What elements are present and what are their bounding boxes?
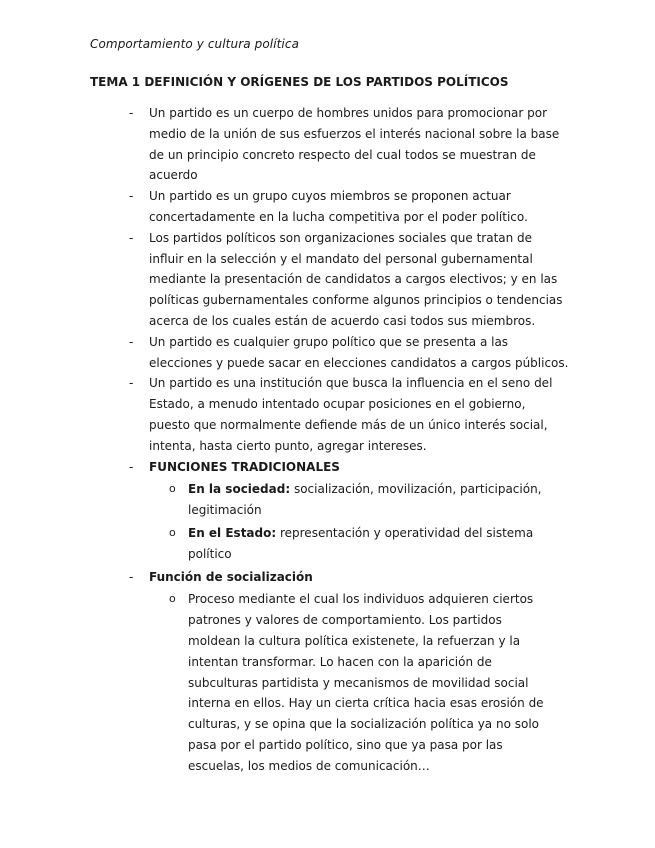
dash-bullet: - [129, 106, 134, 120]
item-text: representación y operatividad del sistema político [188, 525, 534, 561]
list-item [149, 479, 548, 521]
definitions-list [0, 103, 655, 777]
dash-bullet: - [129, 230, 134, 245]
dash-bullet: - [129, 189, 134, 204]
item-text: Proceso mediante el cual los individuos adquieren ciertos patrones y valores de comportamiento. Los partidos moldean la cultura política existenete, la refuerzan y la intentan transformar. Lo hacen con la aparición de subculturas partidista y mecanismos de movilidad social interna en ellos. Hay un cierta crítica hacia esas erosión de culturas, y se opina que la socialización política ya no solo pasa por el partido político, sino que ya pasa por las escuelas, los medios de comunicación… [188, 592, 544, 773]
definition-text: Los partidos políticos son organizaciones sociales que tratan de influir en la selección y el mandato del personal gubernamental mediante la presentación de candidatos a cargos electivos; y en las políticas gubernamentales conforme algunos principios o tendencias acerca de los cuales están de acuerdo casi todos sus miembros. [149, 230, 563, 328]
item-label: En la sociedad: [188, 482, 291, 497]
circle-bullet: o [169, 525, 176, 539]
item-label: En el Estado: [188, 525, 277, 540]
section-title: TEMA 1 DEFINICIÓN Y ORÍGENES DE LOS PARTIDOS POLÍTICOS [90, 75, 509, 89]
list-item [0, 103, 569, 186]
definition-text: Un partido es un cuerpo de hombres unidos para promocionar por medio de la unión de sus esfuerzos el interés nacional sobre la base de un principio concreto respecto del cual todos se muestran de acuerdo [149, 106, 560, 183]
dash-bullet: - [129, 376, 134, 391]
dash-bullet: - [129, 459, 134, 474]
funciones-list [149, 479, 569, 564]
document-body [0, 103, 655, 779]
item-text: socialización, movilización, participación, legitimación [188, 482, 542, 518]
list-item [0, 186, 569, 228]
socializacion-heading: Función de socialización [149, 569, 313, 584]
funciones-heading: FUNCIONES TRADICIONALES [149, 459, 340, 474]
circle-bullet: o [169, 482, 176, 496]
definition-text: Un partido es un grupo cuyos miembros se proponen actuar concertadamente en la lucha competitiva por el poder político. [149, 189, 528, 224]
definition-text: Un partido es cualquier grupo político que se presenta a las elecciones y puede sacar en elecciones candidatos a cargos públicos. [149, 334, 569, 370]
circle-bullet: o [169, 592, 176, 606]
list-item [0, 567, 569, 777]
list-item [0, 228, 569, 332]
running-header: Comportamiento y cultura política [90, 37, 300, 51]
socializacion-list [149, 589, 569, 776]
list-item [0, 373, 569, 456]
list-item [149, 589, 548, 776]
dash-bullet: - [129, 334, 134, 349]
list-item [0, 332, 569, 374]
definition-text: Un partido es una institución que busca la influencia en el seno del Estado, a menudo intentado ocupar posiciones en el gobierno, puesto que normalmente defiende más de un único interés social, intenta, hasta cierto punto, agregar intereses. [149, 376, 553, 453]
list-item [149, 523, 548, 565]
dash-bullet: - [129, 569, 134, 584]
list-item [0, 457, 569, 565]
